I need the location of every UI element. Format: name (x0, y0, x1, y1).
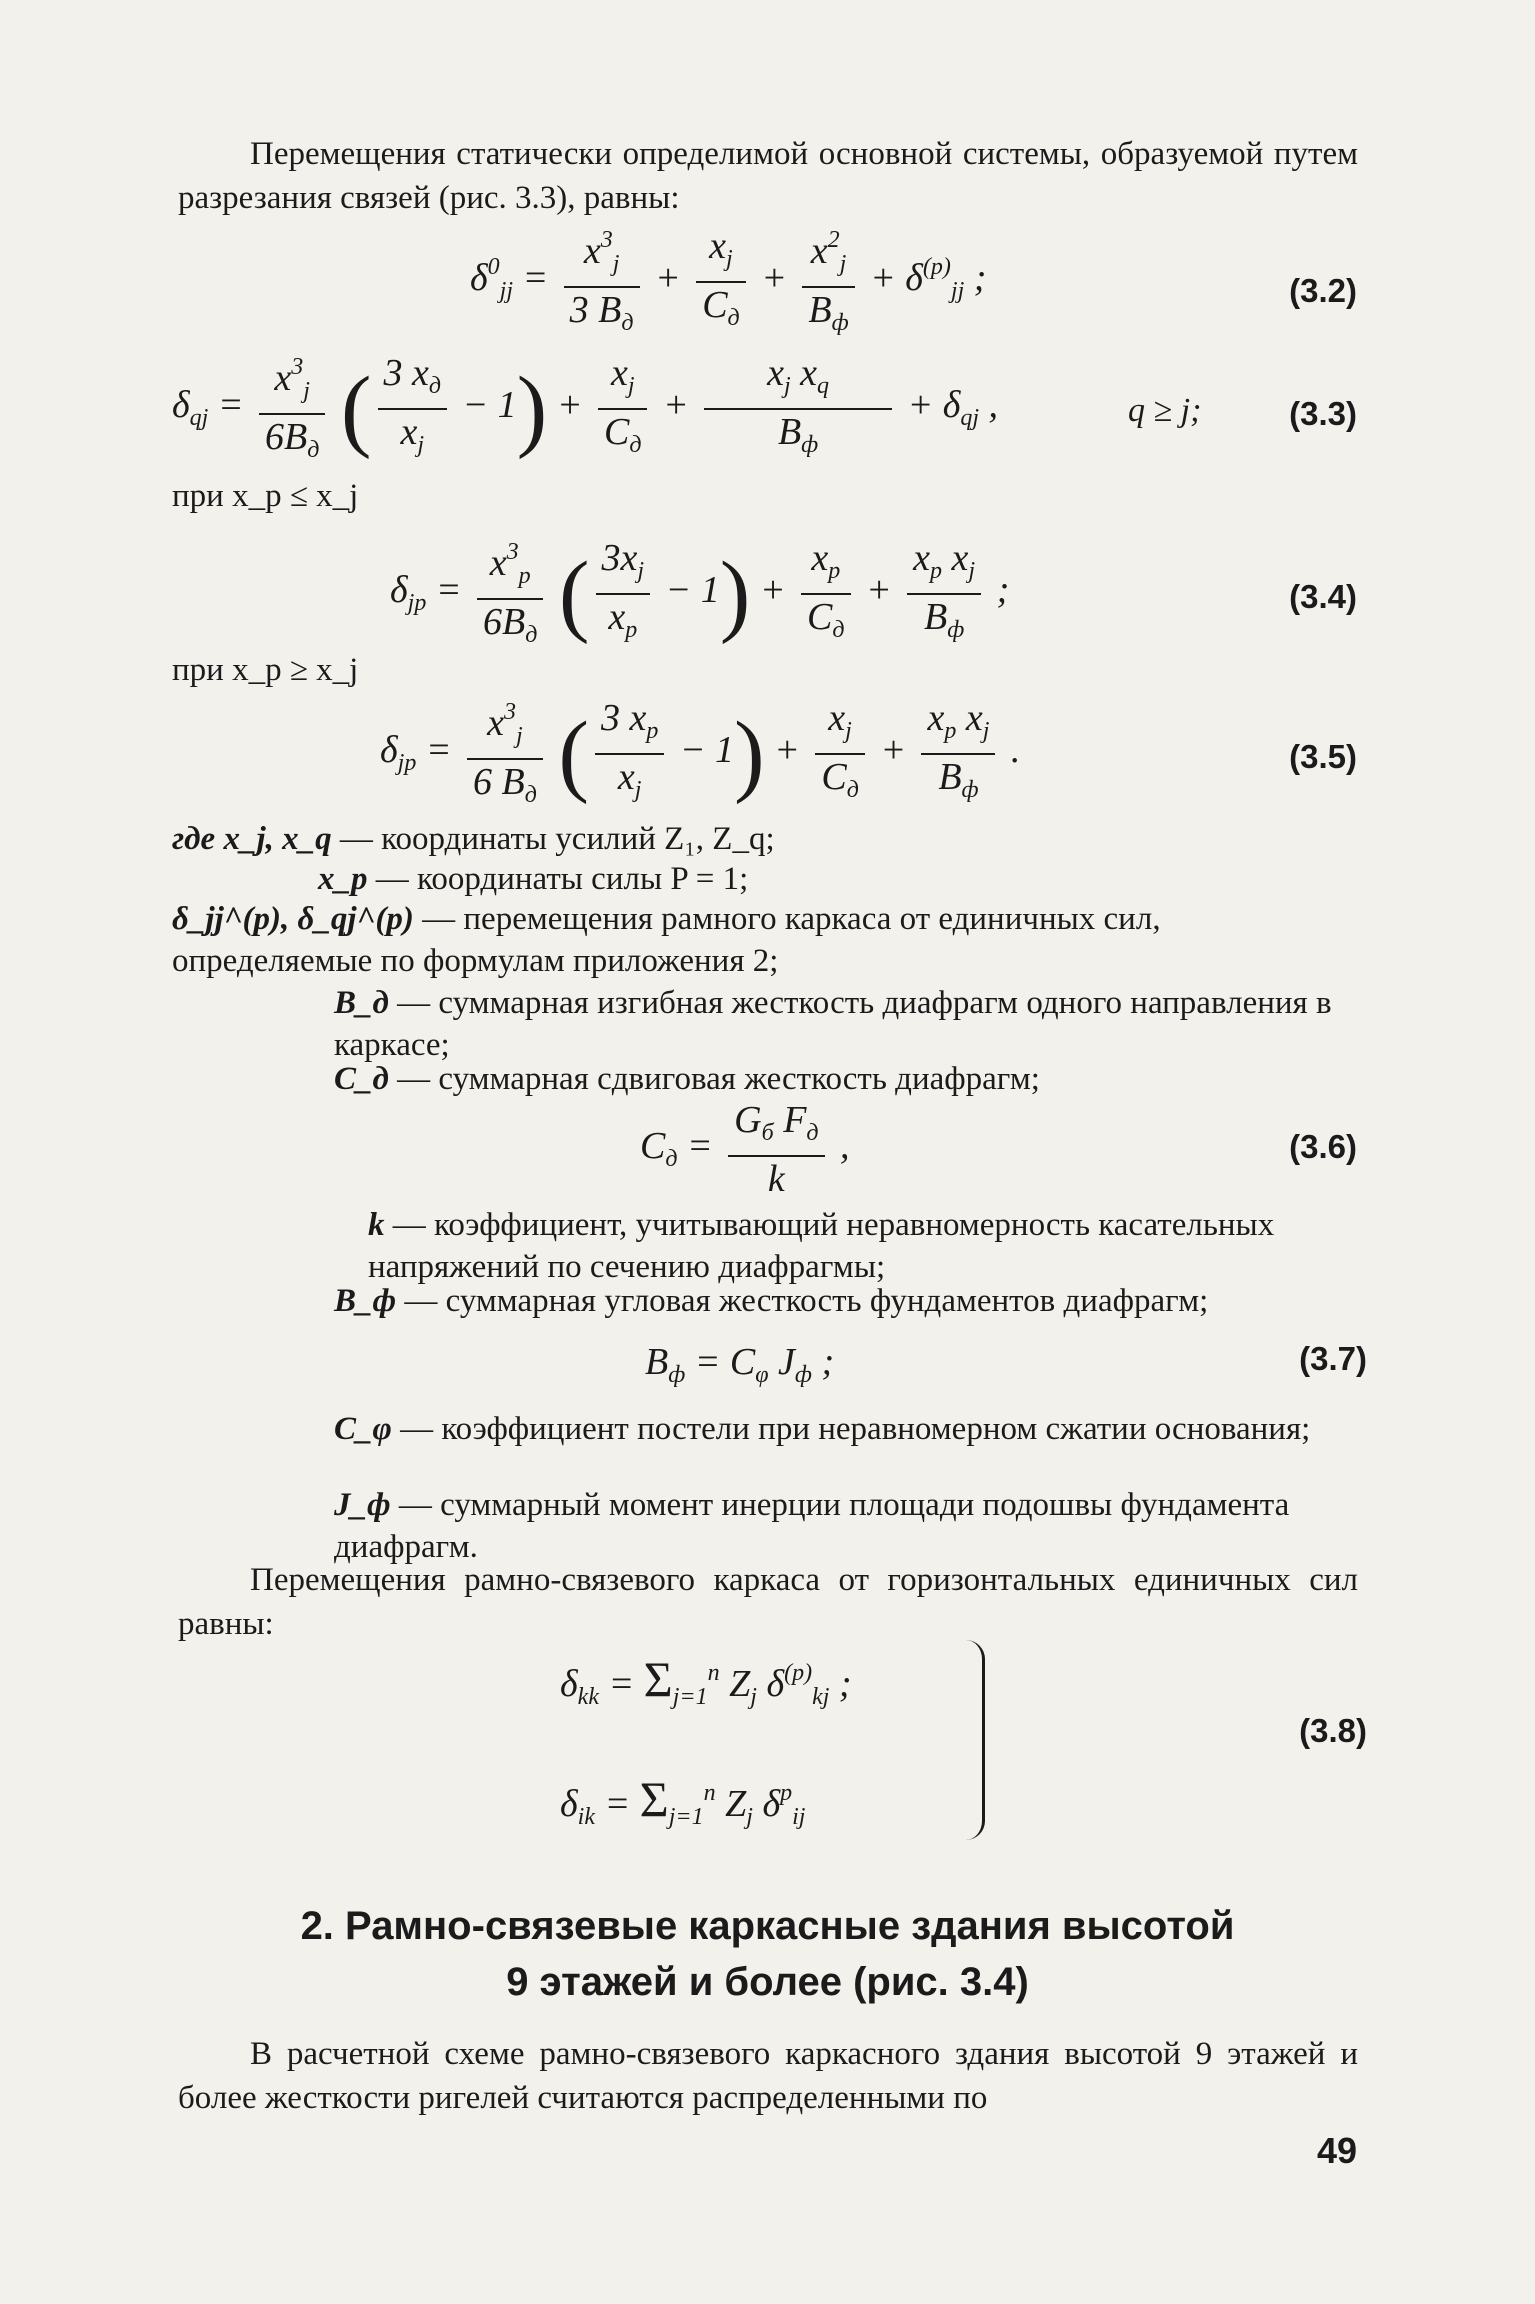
section-heading-line1: 2. Рамно-связевые каркасные здания высотой (300, 1904, 1235, 1948)
definition-item (334, 1280, 1354, 1322)
paragraph-calculation-scheme (178, 2032, 1358, 2120)
definition-text: — координаты силы P = 1; (375, 861, 749, 897)
definition-symbol: C_φ (334, 1411, 392, 1447)
paragraph-text: В расчетной схеме рамно-связевого каркасного здания высотой 9 этажей и более жесткости ригелей считаются распределенными по (178, 2036, 1358, 2116)
definition-symbol: J_ф (334, 1487, 391, 1523)
definition-symbol: C_д (334, 1061, 389, 1097)
equation-number: (3.8) (1299, 1712, 1367, 1749)
definition-item (318, 858, 748, 900)
equation-number: (3.2) (1289, 272, 1357, 309)
equation-number: (3.6) (1289, 1128, 1357, 1165)
definition-symbol: B_ф (334, 1283, 397, 1319)
definition-item (334, 1408, 1354, 1450)
equation-number: (3.3) (1289, 395, 1357, 432)
definition-text: — коэффициент постели при неравномерном сжатии основания; (400, 1411, 1311, 1447)
definition-text: — суммарная изгибная жесткость диафрагм одного направления в каркасе; (334, 985, 1332, 1063)
equation-3-8-line2: $\delta_{ik} = \Sigma_{j=1}^n$ $Z_j$ $\delta^p_{ij}$ (560, 1771, 806, 1830)
equation-number: (3.7) (1299, 1340, 1367, 1377)
definition-symbol: где x_j, x_q (172, 821, 332, 857)
paragraph-frame-displacements (178, 1558, 1358, 1646)
equation-3-7: $B_ф = C_\varphi$ $J_ф$ ; (645, 1341, 835, 1388)
page-number: 49 (1316, 2130, 1357, 2171)
equation-3-3-condition: q ≥ j; (1128, 392, 1202, 429)
equation-3-5: $\delta_{jp}$ = $\frac{x^3_j}{6 B_д}$ ( $\frac{3 x_p}{x_j}$ − 1) + $\frac{x_j}{C_д}$ + $\frac{x_p x_j}{B_ф}$ . (380, 690, 1020, 817)
definition-text: — суммарная угловая жесткость фундаментов диафрагм; (404, 1283, 1209, 1319)
definition-symbol: δ_jj^(p), δ_qj^(p) (172, 901, 414, 937)
equation-brace (966, 1640, 985, 1840)
definition-item (172, 818, 775, 860)
definition-text: — координаты усилий Z₁, Z_q; (339, 821, 775, 857)
intro-paragraph (178, 132, 1358, 220)
definition-symbol: B_д (334, 985, 389, 1021)
equation-3-3: $\delta_{qj}$ = $\frac{x^3_j}{6B_д}$ ( $\frac{3 x_д}{x_j}$ − 1) + $\frac{x_j}{C_д}$ + $\frac{x_j x_q}{B_ф}$ + $\delta_{qj}$ , (172, 345, 998, 472)
equation-number: (3.5) (1289, 738, 1357, 775)
paragraph-text: Перемещения рамно-связевого каркаса от горизонтальных единичных сил равны: (178, 1562, 1358, 1642)
equation-3-2: $\delta^0_{jj}$ = $\frac{x^3_j}{3 B_д}$ + $\frac{x_j}{C_д}$ + $\frac{x^2_j}{B_ф}$ + $\delta^{(p)}_{jj}$ ; (470, 218, 986, 345)
equation-number: (3.4) (1289, 578, 1357, 615)
equation-3-6: $C_д$ = $\frac{G_б F_д}{k}$ , (640, 1099, 850, 1200)
section-heading-line2: 9 этажей и более (рис. 3.4) (506, 1960, 1029, 2004)
definition-item (334, 982, 1354, 1066)
definition-item (334, 1058, 1040, 1100)
definition-text: — коэффициент, учитывающий неравномерность касательных напряжений по сечению диафрагмы; (368, 1207, 1275, 1285)
equation-3-8-line1: $\delta_{kk} = \Sigma_{j=1}^n$ $Z_j$ $\delta^{(p)}_{kj}$ ; (560, 1651, 852, 1710)
definition-item (368, 1204, 1358, 1288)
definition-symbol: k (368, 1207, 385, 1243)
definition-symbol: x_p (318, 861, 368, 897)
condition-xp-ge-xj: при x_p ≥ x_j (172, 652, 359, 688)
definition-text: — суммарный момент инерции площади подошвы фундамента диафрагм. (334, 1487, 1290, 1565)
condition-xp-le-xj: при x_p ≤ x_j (172, 478, 359, 514)
definition-text: — перемещения рамного каркаса от единичных сил, определяемые по формулам приложения 2; (172, 901, 1161, 979)
equation-3-4: $\delta_{jp}$ = $\frac{x^3_p}{6B_д}$ ( $\frac{3x_j}{x_p}$ − 1) + $\frac{x_p}{C_д}$ + $\frac{x_p x_j}{B_ф}$ ; (390, 530, 1009, 657)
intro-text: Перемещения статически определимой основной системы, образуемой путем разрезания связей (рис. 3.3), равны: (178, 136, 1358, 216)
definition-item (334, 1484, 1354, 1568)
definition-text: — суммарная сдвиговая жесткость диафрагм; (397, 1061, 1040, 1097)
definition-item (172, 898, 1357, 982)
